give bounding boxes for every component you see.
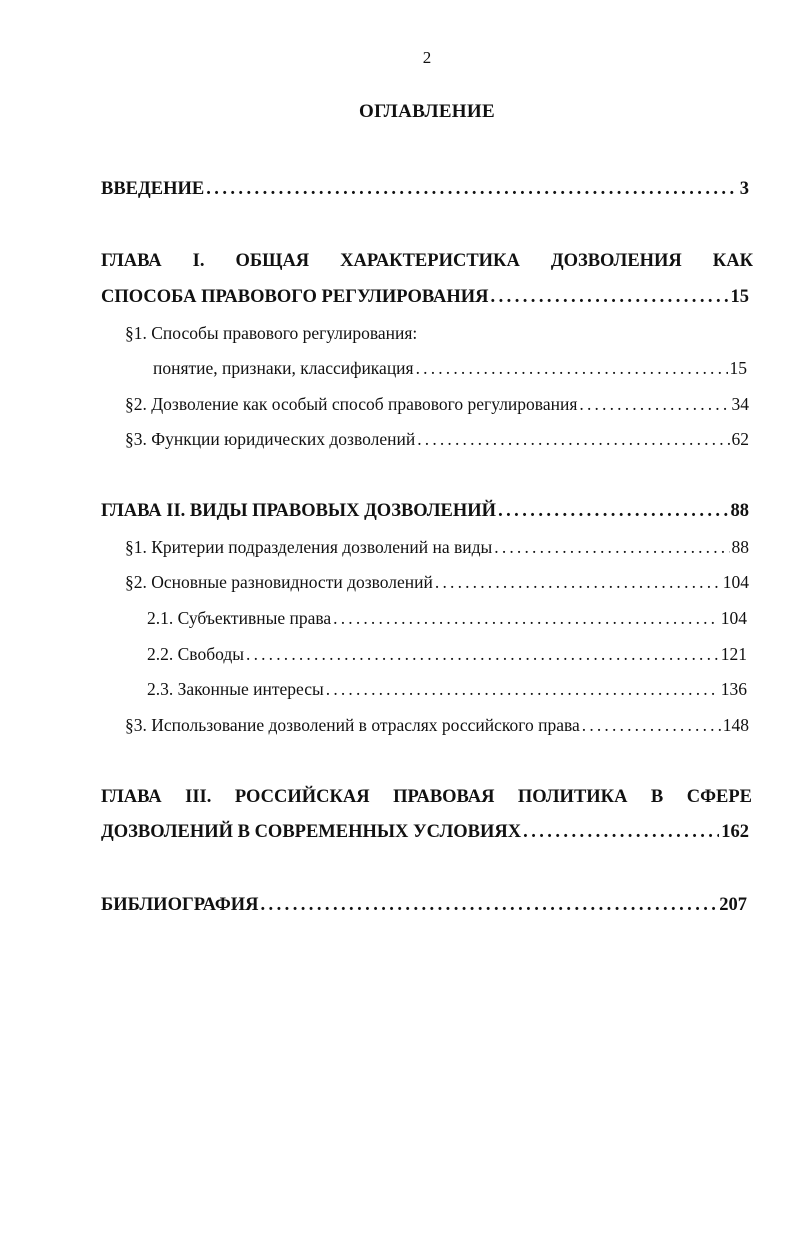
leader-dots: [326, 674, 719, 704]
toc-entry-bibliography: [101, 890, 747, 920]
leader-dots: [523, 817, 719, 847]
toc-entry-page: 15: [730, 287, 749, 307]
toc-entry-page: 121: [720, 644, 747, 664]
leader-dots: [435, 567, 721, 597]
toc-entry-label: ДОЗВОЛЕНИЙ В СОВРЕМЕННЫХ УСЛОВИЯХ: [101, 822, 522, 842]
toc-entry-page: 104: [722, 572, 749, 592]
toc-entry-label: СПОСОБА ПРАВОВОГО РЕГУЛИРОВАНИЯ: [101, 287, 489, 307]
toc-section-1-2: [125, 389, 749, 419]
leader-dots: [494, 532, 729, 562]
toc-chapter1-line1: [101, 246, 753, 276]
toc-section-1-1-line2: [153, 353, 747, 383]
toc-entry-page: 104: [720, 608, 747, 628]
toc-subsection-2-2-3: [147, 674, 747, 704]
toc-chapter2: [101, 496, 749, 526]
leader-dots: [579, 389, 729, 419]
toc-entry-page: 148: [722, 715, 749, 735]
leader-dots: [417, 424, 729, 454]
toc-section-2-1: [125, 532, 749, 562]
toc-entry-label: §3. Функции юридических дозволений: [125, 429, 416, 449]
toc-entry-page: 34: [731, 394, 749, 414]
leader-dots: [498, 496, 728, 526]
toc-entry-label: 2.1. Субъективные права: [147, 608, 332, 628]
toc-chapter3-line1: [101, 782, 752, 812]
toc-entry-label: понятие, признаки, классификация: [153, 358, 414, 378]
toc-entry-label: ГЛАВА II. ВИДЫ ПРАВОВЫХ ДОЗВОЛЕНИЙ: [101, 501, 497, 521]
toc-section-2-3: [125, 710, 749, 740]
leader-dots: [582, 710, 721, 740]
toc-entry-label: ГЛАВА I. ОБЩАЯ ХАРАКТЕРИСТИКА ДОЗВОЛЕНИЯ КАК: [101, 251, 753, 271]
toc-entry-label: БИБЛИОГРАФИЯ: [101, 895, 259, 915]
toc-section-1-1-line1: [125, 318, 525, 348]
toc-entry-label: §1. Критерии подразделения дозволений на виды: [125, 537, 493, 557]
toc-entry-page: 162: [721, 822, 749, 842]
toc-entry-label: 2.3. Законные интересы: [147, 679, 324, 699]
toc-title: ОГЛАВЛЕНИЕ: [359, 101, 495, 122]
page-number: 2: [422, 48, 432, 67]
toc-entry-page: 62: [731, 429, 749, 449]
toc-chapter1-line2: [101, 282, 749, 312]
leader-dots: [333, 603, 719, 633]
toc-entry-label: §3. Использование дозволений в отраслях российского права: [125, 715, 580, 735]
toc-section-1-3: [125, 424, 749, 454]
toc-entry-label: ВВЕДЕНИЕ: [101, 179, 205, 199]
toc-entry-intro: [101, 174, 749, 204]
toc-entry-label: §2. Основные разновидности дозволений: [125, 572, 433, 592]
toc-entry-label: ГЛАВА III. РОССИЙСКАЯ ПРАВОВАЯ ПОЛИТИКА В СФЕРЕ: [101, 787, 752, 807]
toc-entry-page: 207: [719, 895, 747, 915]
toc-entry-page: 15: [729, 358, 747, 378]
toc-entry-page: 136: [720, 679, 747, 699]
leader-dots: [206, 174, 738, 204]
leader-dots: [261, 890, 718, 920]
leader-dots: [416, 353, 728, 383]
toc-section-2-2: [125, 567, 749, 597]
leader-dots: [491, 282, 729, 312]
toc-entry-label: §2. Дозволение как особый способ правового регулирования: [125, 394, 578, 414]
toc-chapter3-line2: [101, 817, 749, 847]
toc-entry-page: 88: [730, 501, 749, 521]
toc-entry-page: 88: [731, 537, 749, 557]
toc-entry-page: 3: [739, 179, 749, 199]
toc-entry-label: §1. Способы правового регулирования:: [125, 323, 418, 343]
toc-subsection-2-2-2: [147, 639, 747, 669]
toc-entry-label: 2.2. Свободы: [147, 644, 245, 664]
leader-dots: [246, 639, 719, 669]
toc-subsection-2-2-1: [147, 603, 747, 633]
